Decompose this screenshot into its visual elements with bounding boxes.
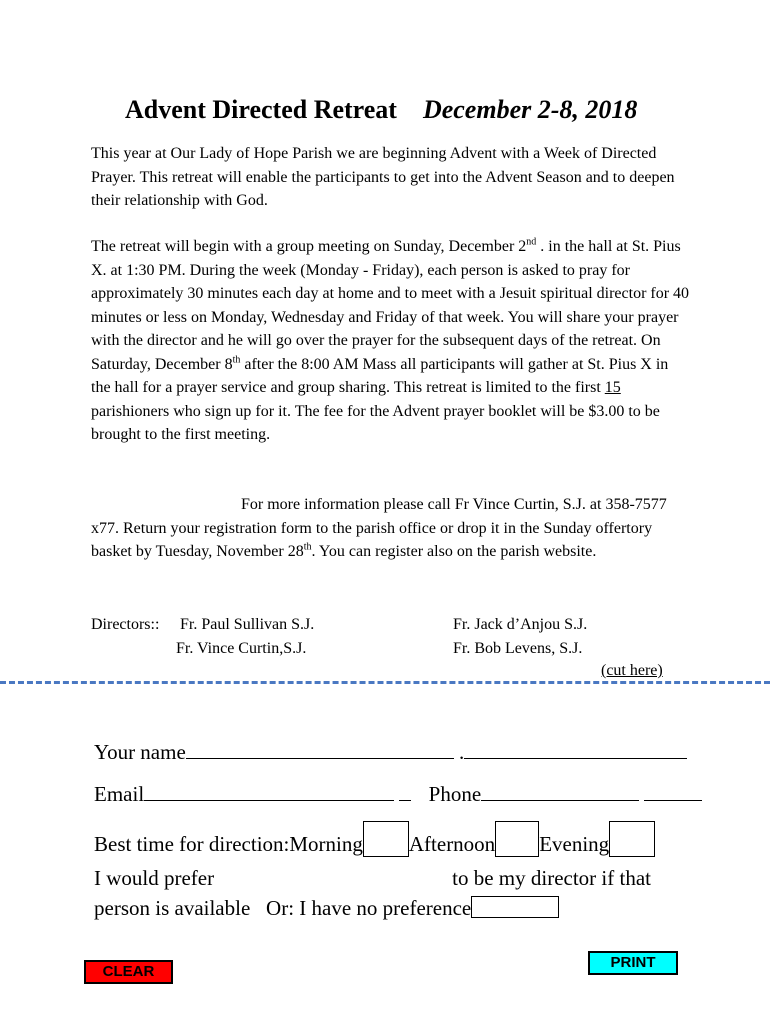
- superscript-nd: nd: [526, 236, 537, 248]
- prefer-row: [94, 863, 651, 893]
- phone-label: Phone: [428, 782, 482, 806]
- afternoon-checkbox[interactable]: [495, 821, 539, 857]
- no-preference-label: Or: I have no preference: [266, 896, 472, 920]
- details-text-d: parishioners who sign up for it. The fee for the Advent prayer booklet will be $3.00 to be brought to the first meeting.: [91, 402, 660, 443]
- phone-field-ext[interactable]: [644, 782, 702, 801]
- contact-text-a: For more information please call Fr Vince Curtin, S.J. at 358-7577 x77. Return your registration form to the parish office or drop it in the Sunday offertory basket by Tuesday, November 28: [91, 496, 667, 560]
- afternoon-label: Afternoon: [408, 832, 496, 856]
- details-text-c: after the 8:00 AM Mass all participants will gather at St. Pius X in the hall for a prayer service and group sharing. This retreat is limited to the first: [91, 355, 669, 396]
- clear-button[interactable]: CLEAR: [84, 960, 173, 984]
- details-text-b: . in the hall at St. Pius X. at 1:30 PM. During the week (Monday - Friday), each person is asked to pray for approximately 30 minutes each day at home and to meet with a Jesuit spiritual director for 40 minutes or less on Monday, Wednesday and Friday of that week. You will share your prayer with the director and he will go over the prayer for the subsequent days of the retreat. On Saturday, December 8: [91, 238, 690, 373]
- page-title: [125, 92, 745, 128]
- email-label: Email: [94, 782, 145, 806]
- available-label: person is available: [94, 896, 251, 920]
- evening-label: Evening: [539, 832, 610, 856]
- retreat-date: December 2-8, 2018: [422, 95, 638, 124]
- director-4: Fr. Bob Levens, S.J.: [453, 640, 583, 657]
- intro-text: This year at Our Lady of Hope Parish we are beginning Advent with a Week of Directed Prayer. This retreat will enable the participants to get into the Advent Season and to deepen their relationship with God.: [91, 145, 675, 209]
- best-time-label: Best time for direction:: [94, 832, 290, 856]
- evening-checkbox[interactable]: [609, 821, 655, 857]
- name-dot: .: [459, 740, 465, 764]
- prefer-label-2: to be my director if that: [452, 866, 651, 890]
- cut-line-divider: [0, 681, 770, 684]
- director-3: Fr. Vince Curtin,S.J.: [176, 640, 307, 657]
- email-row: [94, 779, 702, 809]
- directors-label: Directors::: [91, 616, 160, 633]
- details-text-a: The retreat will begin with a group meeting on Sunday, December 2: [91, 238, 527, 255]
- email-field-end[interactable]: [399, 782, 411, 801]
- retreat-title: Advent Directed Retreat: [125, 95, 397, 124]
- participant-limit: 15: [604, 379, 621, 396]
- no-preference-checkbox[interactable]: [471, 896, 559, 918]
- your-name-label: Your name: [94, 740, 186, 764]
- contact-text-b: . You can register also on the parish website.: [311, 543, 597, 560]
- details-paragraph: [91, 235, 691, 447]
- contact-paragraph: [91, 493, 691, 564]
- intro-paragraph: [91, 142, 691, 213]
- prefer-label: I would prefer: [94, 866, 215, 890]
- name-field-2[interactable]: [464, 740, 687, 759]
- director-2: Fr. Jack d’Anjou S.J.: [453, 616, 588, 633]
- morning-checkbox[interactable]: [363, 821, 409, 857]
- name-row: [94, 737, 687, 767]
- phone-field[interactable]: [481, 782, 639, 801]
- morning-label: Morning: [289, 832, 363, 856]
- availability-row: [94, 893, 559, 923]
- print-button[interactable]: PRINT: [588, 951, 678, 975]
- director-1: Fr. Paul Sullivan S.J.: [180, 616, 315, 633]
- cut-here-label: (cut here): [601, 662, 663, 679]
- superscript-th-2: th: [303, 541, 312, 553]
- email-field[interactable]: [144, 782, 394, 801]
- time-row: [94, 821, 655, 859]
- superscript-th: th: [232, 354, 241, 366]
- name-field[interactable]: [186, 740, 454, 759]
